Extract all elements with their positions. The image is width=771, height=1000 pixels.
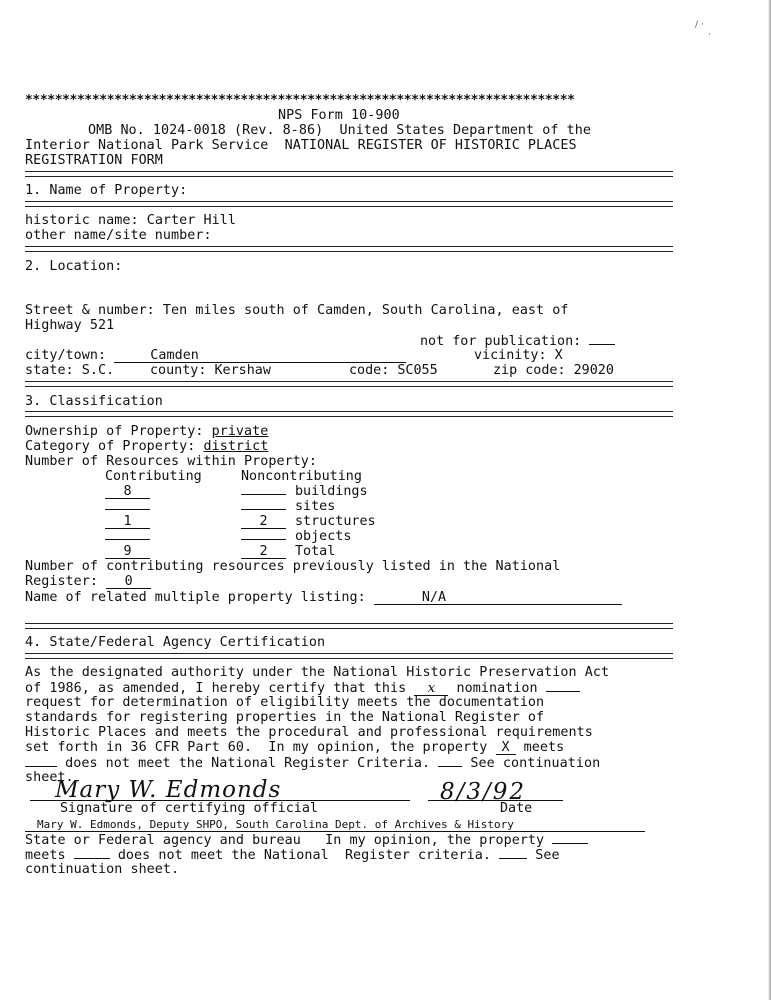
cert-line-7-text: does not meet the National Register Criteria. xyxy=(65,756,431,771)
city-field[interactable]: Camden xyxy=(114,349,406,363)
category-value: district xyxy=(203,439,269,454)
section1-heading: 1. Name of Property: xyxy=(25,183,188,198)
section-rule xyxy=(25,381,673,387)
scan-speck: / · xyxy=(695,20,704,30)
cert-line-5: Historic Places and meets the procedural and professional requirements xyxy=(25,725,593,740)
handwritten-date: 8/3/92 xyxy=(440,779,527,805)
ownership-row xyxy=(25,424,268,439)
multiple-listing-row xyxy=(25,590,622,605)
date-line xyxy=(428,800,563,801)
agency-meets-label: meets xyxy=(25,848,66,863)
cert-continuation-label: See continuation xyxy=(470,756,601,771)
official-line: Mary W. Edmonds, Deputy SHPO, South Carolina Dept. of Archives & History xyxy=(37,818,514,831)
multiple-listing-value[interactable]: N/A xyxy=(374,591,622,605)
agency-property-blank[interactable] xyxy=(552,832,588,844)
not-for-publication xyxy=(420,333,615,349)
contributing-structures[interactable]: 1 xyxy=(105,515,150,529)
noncontributing-header: Noncontributing xyxy=(241,469,362,484)
nomination-checkbox[interactable]: x xyxy=(414,682,448,696)
prev-listed-value[interactable]: 0 xyxy=(106,575,151,589)
cert-line-3: request for determination of eligibility meets the documentation xyxy=(25,695,545,710)
row-label-structures: structures xyxy=(295,514,376,529)
does-not-meet-blank[interactable] xyxy=(25,755,57,767)
form-number: NPS Form 10-900 xyxy=(278,108,400,123)
cert-line-6-text: set forth in 36 CFR Part 60. In my opinion, the property xyxy=(25,740,488,755)
section4-heading: 4. State/Federal Agency Certification xyxy=(25,635,326,650)
other-name-label: other name/site number: xyxy=(25,228,212,243)
cert-line-2-text: of 1986, as amended, I hereby certify that this xyxy=(25,681,407,696)
omb-line: OMB No. 1024-0018 (Rev. 8-86) United States Department of the xyxy=(88,123,591,138)
noncontributing-sites[interactable] xyxy=(241,509,286,510)
multiple-listing-label: Name of related multiple property listing: xyxy=(25,590,366,605)
cert-line-1: As the designated authority under the National Historic Preservation Act xyxy=(25,665,610,680)
historic-name-value: Carter Hill xyxy=(146,213,236,228)
cert-line-7 xyxy=(25,755,600,771)
contributing-header: Contributing xyxy=(105,469,202,484)
noncontributing-objects[interactable] xyxy=(241,539,286,540)
cert-line-8: sheet. xyxy=(25,770,74,785)
prev-listed-label: Register: xyxy=(25,574,99,589)
category-row xyxy=(25,439,268,454)
signature-label: Signature of certifying official xyxy=(60,801,318,816)
contributing-buildings[interactable]: 8 xyxy=(105,485,150,499)
street-line-1: Street & number: Ten miles south of Camden, South Carolina, east of xyxy=(25,303,569,318)
row-label-sites: sites xyxy=(295,499,336,514)
historic-name-label: historic name: xyxy=(25,213,139,228)
row-label-objects: objects xyxy=(295,529,352,544)
form-title: REGISTRATION FORM xyxy=(25,153,163,168)
cert-nomination-label: nomination xyxy=(456,681,538,696)
section-rule xyxy=(25,171,673,177)
code-value: code: SC055 xyxy=(349,363,438,378)
agency-meets-blank[interactable] xyxy=(74,847,110,859)
nomination-blank[interactable] xyxy=(546,680,580,692)
category-label: Category of Property: xyxy=(25,439,196,454)
agency-opinion-text: State or Federal agency and bureau In my opinion, the property xyxy=(25,833,545,848)
section-rule xyxy=(25,623,673,629)
state-value: state: S.C. xyxy=(25,363,115,378)
section-rule xyxy=(25,246,673,252)
ownership-label: Ownership of Property: xyxy=(25,424,204,439)
zip-value: zip code: 29020 xyxy=(493,363,614,378)
scan-speck: · xyxy=(708,30,711,40)
contributing-sites[interactable] xyxy=(105,509,150,510)
not-for-publication-blank[interactable] xyxy=(589,333,615,345)
meets-checkbox[interactable]: X xyxy=(496,741,516,755)
city-row xyxy=(25,348,406,363)
cert-line-4: standards for registering properties in the National Register of xyxy=(25,710,545,725)
city-label: city/town: xyxy=(25,348,107,363)
handwritten-signature: Mary W. Edmonds xyxy=(55,777,282,803)
historic-name-row xyxy=(25,213,236,228)
section2-heading: 2. Location: xyxy=(25,259,123,274)
contributing-total[interactable]: 9 xyxy=(105,545,150,559)
agency-see-blank[interactable] xyxy=(499,847,527,859)
cert-meets-label: meets xyxy=(523,740,565,755)
agency-line: Interior National Park Service NATIONAL REGISTER OF HISTORIC PLACES xyxy=(25,138,577,153)
noncontributing-total[interactable]: 2 xyxy=(241,545,286,559)
section-rule xyxy=(25,411,673,417)
resources-label: Number of Resources within Property: xyxy=(25,454,318,469)
prev-listed-line: Number of contributing resources previously listed in the National xyxy=(25,559,561,574)
continuation-blank[interactable] xyxy=(438,755,462,767)
section-rule xyxy=(25,653,673,659)
street-line-2: Highway 521 xyxy=(25,318,115,333)
agency-does-not-meet-text: does not meet the National Register criteria. xyxy=(117,848,491,863)
vicinity: vicinity: X xyxy=(474,348,563,363)
agency-opinion-line-1 xyxy=(25,832,588,848)
contributing-objects[interactable] xyxy=(105,539,150,540)
county-value: county: Kershaw xyxy=(150,363,271,378)
agency-see-label: See xyxy=(535,848,560,863)
date-label: Date xyxy=(500,801,533,816)
cert-line-6 xyxy=(25,740,564,755)
not-for-publication-label: not for publication: xyxy=(420,334,582,349)
section3-heading: 3. Classification xyxy=(25,394,163,409)
row-label-total: Total xyxy=(295,544,336,559)
cert-line-2 xyxy=(25,680,580,696)
prev-listed-row xyxy=(25,574,151,589)
section-rule xyxy=(25,201,673,207)
agency-opinion-line-3: continuation sheet. xyxy=(25,862,180,877)
noncontributing-structures[interactable]: 2 xyxy=(241,515,286,529)
ownership-value: private xyxy=(211,424,269,439)
noncontributing-buildings[interactable] xyxy=(241,494,286,495)
stars-border: ************************************************************************** xyxy=(25,93,575,108)
row-label-buildings: buildings xyxy=(295,484,368,499)
agency-opinion-line-2 xyxy=(25,847,560,863)
